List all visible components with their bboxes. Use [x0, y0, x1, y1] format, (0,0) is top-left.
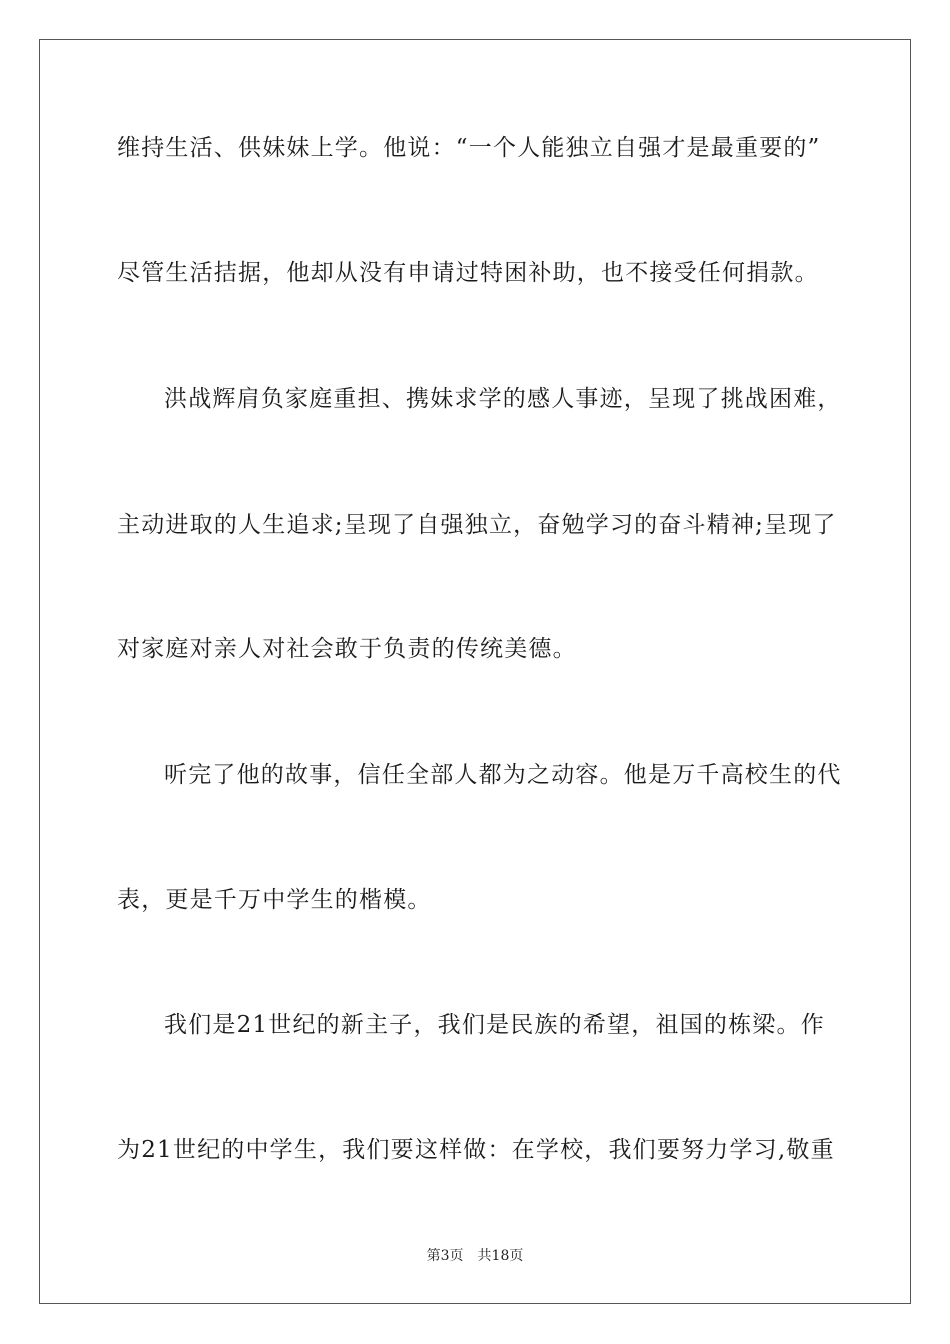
paragraph-line: 对家庭对亲人对社会敢于负责的传统美德。 [117, 636, 577, 662]
page-total: 共18页 [477, 1248, 524, 1264]
page-number: 第3页 [426, 1248, 464, 1264]
paragraph-line: 主动进取的人生追求;呈现了自强独立，奋勉学习的奋斗精神;呈现了 [117, 512, 837, 538]
page-border [39, 39, 911, 1304]
paragraph-line: 尽管生活拮据，他却从没有申请过特困补助，也不接受任何捐款。 [117, 260, 819, 286]
paragraph-line: 洪战辉肩负家庭重担、携妹求学的感人事迹，呈现了挑战困难， [164, 386, 842, 412]
paragraph-line: 表，更是千万中学生的楷模。 [117, 887, 432, 913]
paragraph-line: 为21世纪的中学生，我们要这样做：在学校，我们要努力学习,敬重 [117, 1137, 835, 1163]
page-footer [0, 1247, 950, 1265]
paragraph-line: 维持生活、供妹妹上学。他说：“一个人能独立自强才是最重要的” [117, 135, 821, 161]
paragraph-line: 听完了他的故事，信任全部人都为之动容。他是万千高校生的代 [164, 762, 842, 788]
paragraph-line: 我们是21世纪的新主子，我们是民族的希望，祖国的栋梁。作 [164, 1012, 825, 1038]
